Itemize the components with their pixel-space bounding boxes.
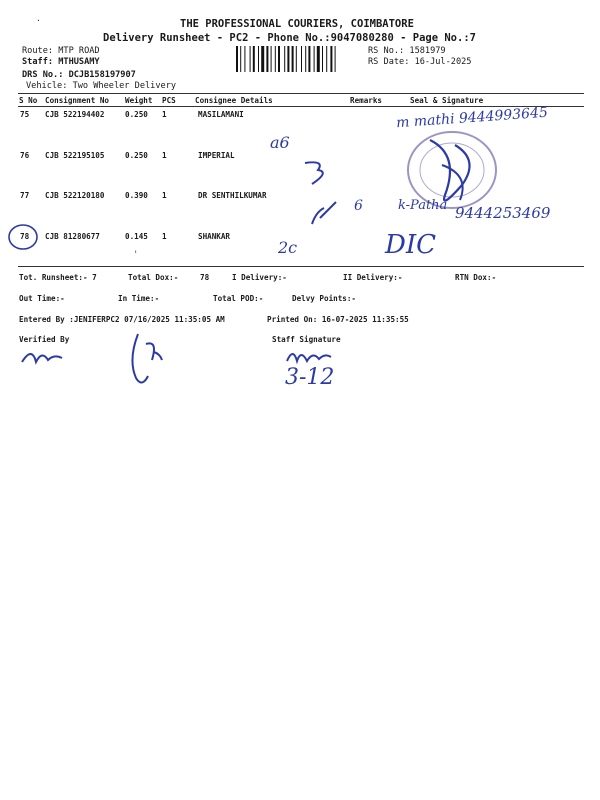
rs-number: RS No.: 1581979: [368, 46, 446, 56]
row-pcs: 1: [162, 110, 167, 119]
row-sno: 76: [20, 151, 30, 160]
company-title: THE PROFESSIONAL COURIERS, COIMBATORE: [180, 18, 414, 30]
row-pcs: 1: [162, 232, 167, 241]
out-time: Out Time:-: [19, 294, 65, 303]
tot-runsheet: Tot. Runsheet:- 7: [19, 273, 97, 282]
rtn-dox: RTN Dox:-: [455, 273, 497, 282]
col-pcs: PCS: [162, 96, 176, 105]
col-seal: Seal & Signature: [410, 96, 484, 105]
verifier-signature-1: [18, 340, 68, 370]
col-consignment: Consignment No: [45, 96, 110, 105]
handwritten-stroke-3: [300, 158, 340, 188]
table-bottom-rule: [18, 266, 584, 267]
handwritten-row75-note: m mathi 9444993645: [395, 104, 549, 132]
row-weight: 0.250: [125, 110, 148, 119]
row-weight: 0.145: [125, 232, 148, 241]
stray-tick-mark: ': [133, 250, 139, 260]
entered-by: Entered By :JENIFERPC2 07/16/2025 11:35:05 AM: [19, 315, 225, 324]
row-pcs: 1: [162, 151, 167, 160]
barcode: [236, 46, 364, 72]
row-consignee: SHANKAR: [198, 232, 231, 241]
rs-date: RS Date: 16-Jul-2025: [368, 57, 472, 67]
row-weight: 0.250: [125, 151, 148, 160]
row-consignee: MASILAMANI: [198, 110, 244, 119]
runsheet-subtitle: Delivery Runsheet - PC2 - Phone No.:9047080280 - Page No.:7: [103, 32, 476, 44]
verified-by-label: Verified By: [19, 335, 70, 344]
handwritten-row77-phone: 9444253469: [455, 204, 551, 222]
stray-dot-mark: ·: [36, 16, 41, 25]
row-consignment: CJB 522120180: [45, 191, 105, 200]
total-dox-label: Total Dox:-: [128, 273, 179, 282]
handwritten-row77-note: 6: [354, 198, 363, 214]
ii-delivery: II Delivery:-: [343, 273, 403, 282]
col-sno: S No: [19, 96, 38, 105]
staff-signature-scribble: [285, 343, 335, 367]
row-sno: 78: [20, 232, 30, 241]
handwritten-row76-note: a6: [270, 133, 290, 152]
handwritten-stroke-vertical: [306, 198, 346, 228]
drs-label: DRS No.: DCJB158197907: [22, 70, 136, 80]
handwritten-row78-mark: 2c: [278, 238, 298, 257]
total-pod: Total POD:-: [213, 294, 264, 303]
col-consignee: Consignee Details: [195, 96, 273, 105]
total-dox-value: 78: [200, 273, 210, 282]
row-consignee: DR SENTHILKUMAR: [198, 191, 267, 200]
in-time: In Time:-: [118, 294, 160, 303]
row-sno: 75: [20, 110, 30, 119]
printed-on: Printed On: 16-07-2025 11:35:55: [267, 315, 409, 324]
staff-signature-label: Staff Signature: [272, 335, 341, 344]
row-weight: 0.390: [125, 191, 148, 200]
row-sno: 77: [20, 191, 30, 200]
row-consignee: IMPERIAL: [198, 151, 235, 160]
verifier-signature-2: [118, 330, 178, 390]
row-consignment: CJB 81280677: [45, 232, 100, 241]
handwritten-circle-78: [6, 222, 40, 252]
table-header-rule: [18, 106, 584, 107]
i-delivery: I Delivery:-: [232, 273, 287, 282]
row-consignment: CJB 522195105: [45, 151, 105, 160]
handwritten-row78-dlc: DIC: [385, 230, 437, 260]
delvy-points: Delvy Points:-: [292, 294, 357, 303]
col-weight: Weight: [125, 96, 153, 105]
route-label: Route: MTP ROAD: [22, 46, 100, 56]
staff-label: Staff: MTHUSAMY: [22, 57, 100, 67]
staff-signature-mark: 3-12: [285, 365, 335, 390]
vehicle-label: Vehicle: Two Wheeler Delivery: [26, 81, 177, 91]
row-consignment: CJB 522194402: [45, 110, 105, 119]
row-pcs: 1: [162, 191, 167, 200]
handwritten-row77-name: k-Patha: [398, 198, 448, 213]
table-top-rule: [18, 93, 584, 94]
col-remarks: Remarks: [350, 96, 383, 105]
